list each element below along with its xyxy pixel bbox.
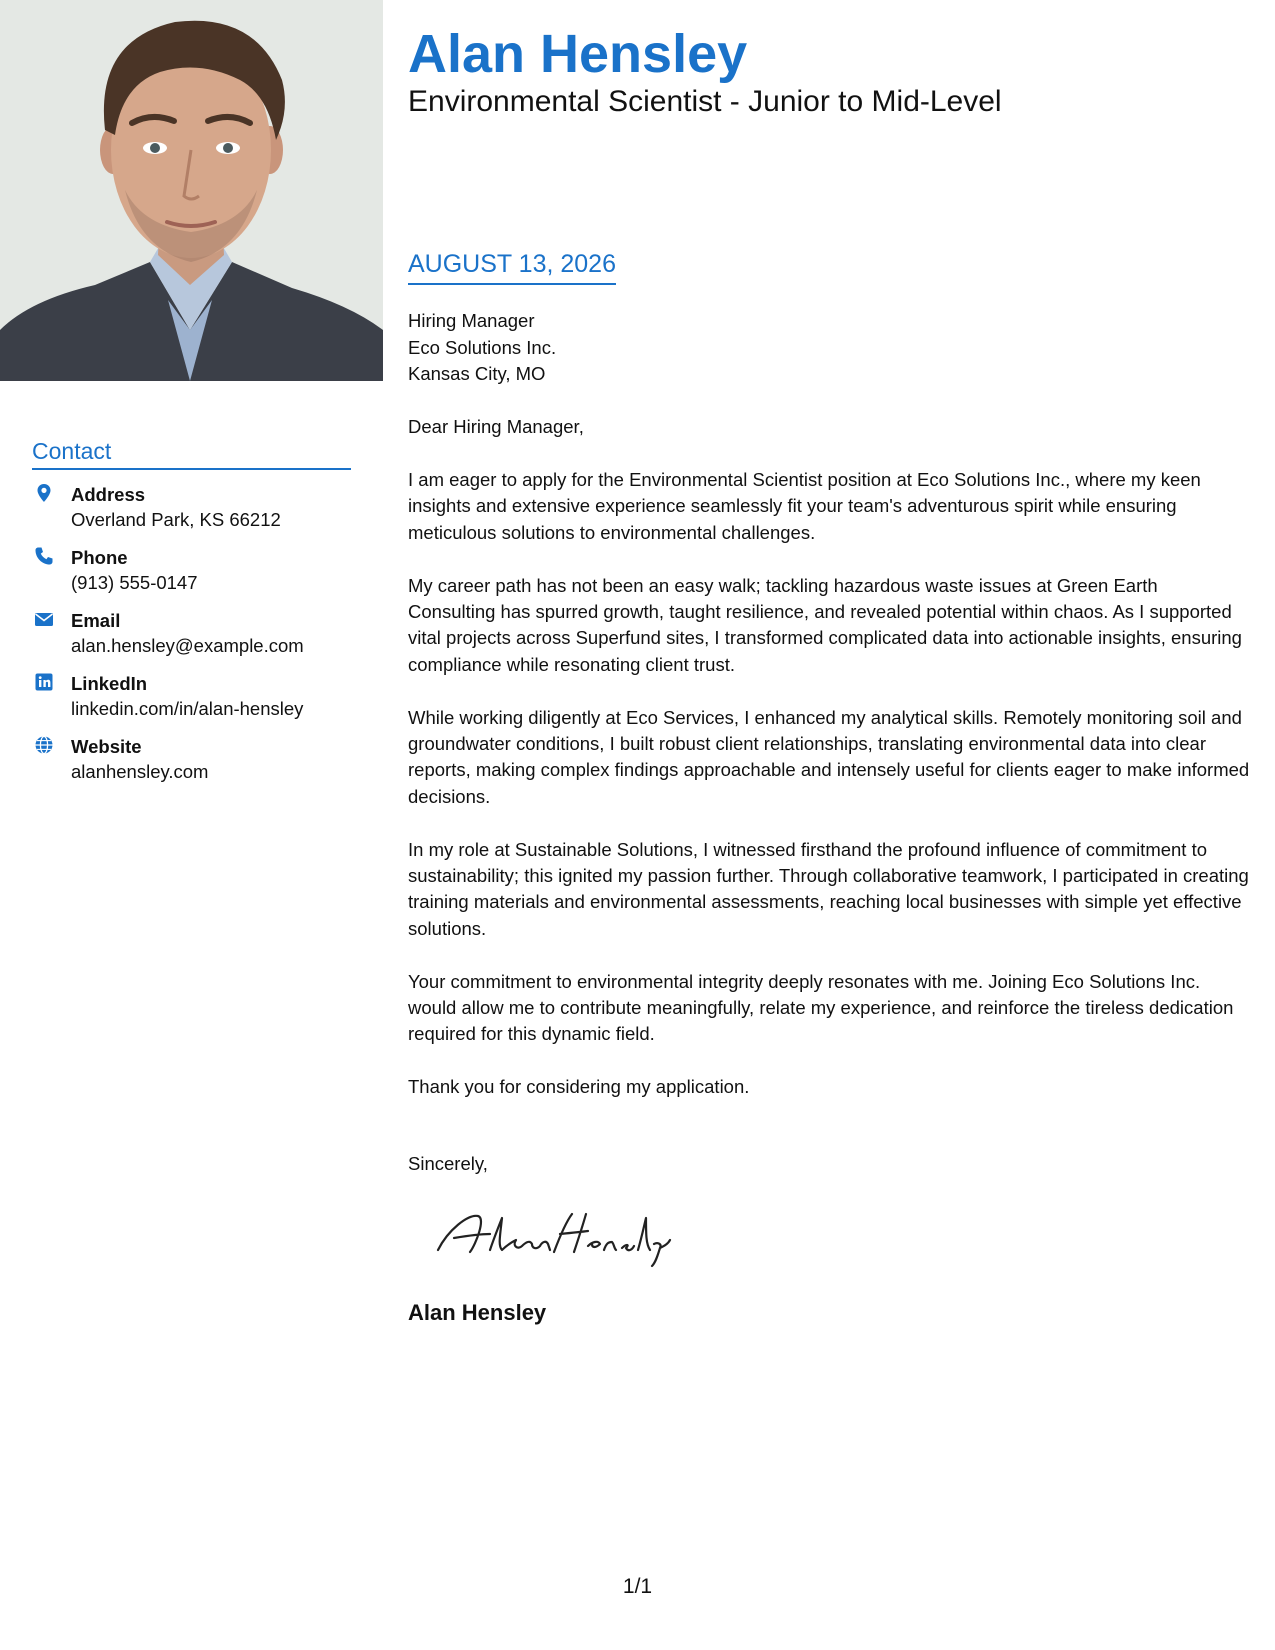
handwritten-signature: [432, 1200, 672, 1270]
website-value[interactable]: alanhensley.com: [71, 761, 209, 782]
contact-item-address: [32, 482, 362, 545]
body-paragraph: Your commitment to environmental integrity deeply resonates with me. Joining Eco Solutions Inc. would allow me to contribute meaningfully, relate my experience, and reinforce the tireless dedication required for this dynamic field.: [408, 970, 1234, 1045]
address-value: Overland Park, KS 66212: [71, 509, 281, 530]
body-paragraph: I am eager to apply for the Environmental Scientist position at Eco Solutions Inc., where my keen insights and extensive experience seamlessly fit your team's adventurous spirit while ensuring meticulous solutions to environmental challenges.: [408, 469, 1201, 543]
sidebar: [0, 0, 383, 1650]
signer-name: Alan Hensley: [408, 1300, 547, 1325]
body-paragraph: While working diligently at Eco Services, I enhanced my analytical skills. Remotely monitoring soil and groundwater conditions, I built robust client relationships, translating environmental data into clear reports, making complex findings approachable and intensely useful for clients eager to make informed decisions.: [408, 706, 1250, 807]
phone-value: (913) 555-0147: [71, 572, 198, 593]
envelope-icon: [34, 609, 54, 629]
job-title: Environmental Scientist - Junior to Mid-Level: [408, 85, 1002, 118]
body-paragraph: Thank you for considering my application.: [408, 1076, 750, 1098]
recipient-location: Kansas City, MO: [408, 363, 546, 384]
email-value[interactable]: alan.hensley@example.com: [71, 635, 304, 656]
contact-item-website: [32, 734, 362, 797]
body-paragraph: My career path has not been an easy walk; tackling hazardous waste issues at Green Earth Consulting has spurred growth, taught resilience, and revealed potential within chaos. As I supported vital projects across Superfund sites, I transformed complicated data into actionable insights, ensuring compliance while resonating client trust.: [408, 574, 1242, 675]
contact-item-phone: [32, 545, 362, 608]
phone-icon: [34, 546, 54, 566]
contact-label: Phone: [71, 547, 128, 568]
page-number: 1/1: [622, 1575, 653, 1598]
letter-body: [408, 467, 1250, 1127]
contact-item-linkedin: [32, 671, 362, 734]
globe-icon: [34, 735, 54, 755]
linkedin-value[interactable]: linkedin.com/in/alan-hensley: [71, 698, 304, 719]
contact-label: Address: [71, 484, 146, 505]
recipient-company: Eco Solutions Inc.: [408, 336, 557, 358]
closing: Sincerely,: [408, 1153, 488, 1174]
linkedin-icon: [34, 672, 54, 692]
contact-heading: Contact: [32, 436, 351, 470]
recipient-block: [408, 308, 556, 388]
profile-photo: [0, 0, 383, 381]
letter-date: AUGUST 13, 2026: [408, 248, 616, 285]
body-paragraph: In my role at Sustainable Solutions, I witnessed firsthand the profound influence of commitment to sustainability; this ignited my passion further. Through collaborative teamwork, I participated in creating training materials and environmental assessments, reaching local businesses with simple yet effective solutions.: [408, 838, 1249, 939]
recipient-line: Hiring Manager: [408, 310, 535, 331]
applicant-name: Alan Hensley: [408, 24, 748, 84]
contact-item-email: [32, 608, 362, 671]
contact-label: Website: [71, 736, 142, 757]
salutation: Dear Hiring Manager,: [408, 416, 584, 437]
map-pin-icon: [34, 483, 54, 503]
contact-label: Email: [71, 610, 121, 631]
contact-label: LinkedIn: [71, 673, 148, 694]
contact-list: [32, 482, 362, 797]
